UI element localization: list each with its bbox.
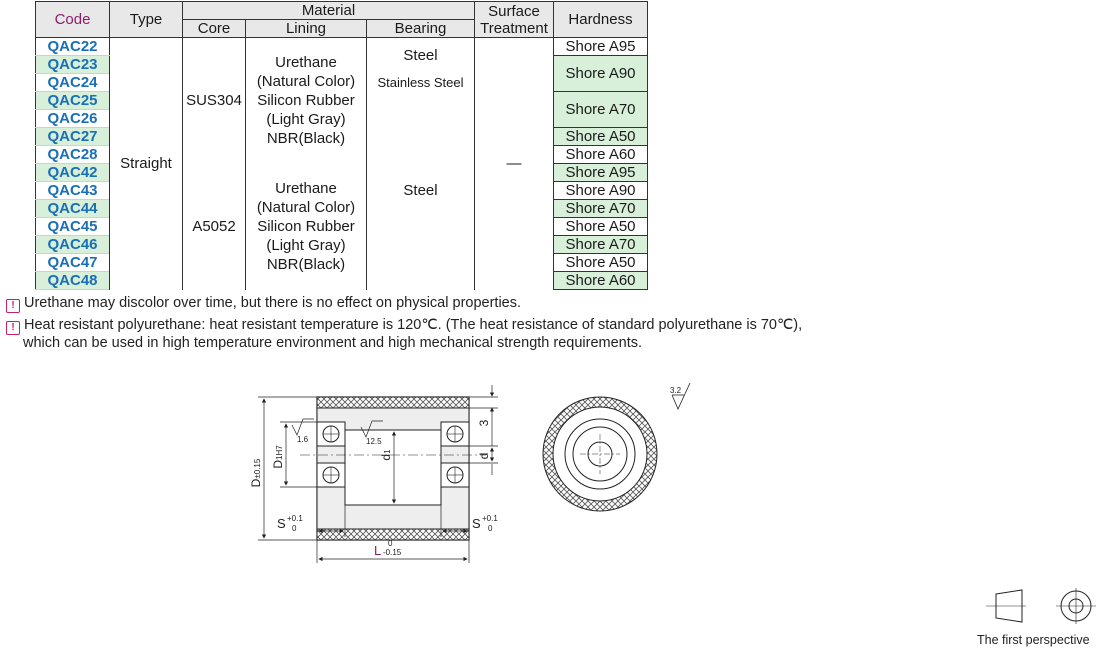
header-lining: Lining [246, 20, 367, 38]
spec-table [35, 1, 648, 290]
L-tol-low: -0.15 [383, 548, 402, 557]
lining-line: (Light Gray) [266, 111, 346, 129]
dim-d: d [477, 452, 491, 460]
code-cell: QAC25 [36, 92, 110, 110]
side-section-view [300, 397, 486, 540]
svg-text:D±0.15 [249, 458, 263, 487]
code-cell: QAC28 [36, 146, 110, 164]
perspective-label: The first perspective [977, 633, 1090, 647]
bearing-cell: Steel [367, 92, 475, 290]
warning-icon: ! [6, 321, 20, 335]
lining-cell [246, 164, 367, 290]
note-1-text: Urethane may discolor over time, but there is no effect on physical properties. [24, 295, 522, 311]
hardness-cell: Shore A50 [554, 128, 648, 146]
code-cell: QAC24 [36, 74, 110, 92]
S-left-tol-up: +0.1 [287, 514, 303, 523]
code-cell: QAC27 [36, 128, 110, 146]
hardness-cell: Shore A50 [554, 218, 648, 236]
header-type: Type [110, 2, 183, 38]
D1-label: D [271, 460, 285, 469]
hardness-cell: Shore A95 [554, 38, 648, 56]
roughness-symbol-general [670, 383, 690, 409]
D-label: D [249, 478, 263, 488]
core-cell: SUS304 [183, 38, 246, 164]
code-cell: QAC48 [36, 272, 110, 290]
header-code: Code [36, 2, 110, 38]
code-cell: QAC45 [36, 218, 110, 236]
lining-line: (Light Gray) [266, 237, 346, 254]
hardness-cell: Shore A90 [554, 56, 648, 92]
header-core: Core [183, 20, 246, 38]
hardness-cell: Shore A70 [554, 92, 648, 128]
roughness-3-2: 3.2 [670, 386, 682, 395]
roughness-1-6: 1.6 [297, 435, 309, 444]
S-left-tol-low: 0 [292, 524, 297, 533]
type-cell: Straight [110, 38, 183, 290]
end-view [543, 397, 657, 511]
note-2-cont-text: which can be used in high temperature environment and high mechanical strength requirements. [23, 335, 643, 351]
header-material: Material [183, 2, 475, 20]
dim-3: 3 [477, 419, 491, 427]
code-cell: QAC44 [36, 200, 110, 218]
header-surface-treatment [475, 2, 554, 38]
note-2-text: Heat resistant polyurethane: heat resistant temperature is 120℃. (The heat resistance of standard polyurethane is 70℃), [24, 317, 803, 333]
hardness-cell: Shore A60 [554, 272, 648, 290]
lining-line: Urethane [275, 54, 337, 72]
surface-treatment-cell: — [475, 38, 554, 290]
S-left-label: S [277, 516, 286, 531]
hardness-cell: Shore A95 [554, 164, 648, 182]
lining-line: Silicon Rubber [257, 218, 355, 235]
first-angle-projection-icon [982, 588, 1102, 628]
S-right-tol-up: +0.1 [482, 514, 498, 523]
d1-label: d [379, 453, 393, 461]
table-row [36, 38, 648, 56]
note-2-cont [23, 335, 642, 351]
bearing-cell: Stainless Steel [367, 74, 475, 92]
core-cell: A5052 [183, 164, 246, 290]
code-cell: QAC47 [36, 254, 110, 272]
warning-icon: ! [6, 299, 20, 313]
note-2 [6, 317, 802, 335]
L-label: L [374, 543, 382, 558]
code-cell: QAC22 [36, 38, 110, 56]
lining-line: NBR(Black) [266, 256, 346, 273]
code-cell: QAC46 [36, 236, 110, 254]
lining-cell [246, 38, 367, 164]
L-tol-up: 0 [388, 539, 393, 548]
hardness-cell: Shore A90 [554, 182, 648, 200]
D1-tolerance: 1H7 [275, 445, 284, 461]
code-cell: QAC43 [36, 182, 110, 200]
code-cell: QAC23 [36, 56, 110, 74]
header-hardness: Hardness [554, 2, 648, 38]
lining-line: Urethane [275, 180, 337, 197]
hardness-cell: Shore A50 [554, 254, 648, 272]
lining-line: NBR(Black) [266, 130, 346, 148]
svg-text:D1H7 [271, 445, 285, 469]
header-bearing: Bearing [367, 20, 475, 38]
roughness-12-5: 12.5 [366, 437, 382, 446]
header-surface: Surface [488, 2, 540, 20]
S-right-label: S [472, 516, 481, 531]
hardness-cell: Shore A70 [554, 200, 648, 218]
note-1 [6, 295, 521, 313]
hardness-cell: Shore A60 [554, 146, 648, 164]
lining-line: Silicon Rubber [257, 92, 355, 110]
bearing-cell: Steel [367, 38, 475, 74]
hardness-cell: Shore A70 [554, 236, 648, 254]
D-tolerance: ±0.15 [253, 458, 262, 479]
header-treatment: Treatment [480, 19, 548, 37]
table-body [36, 38, 648, 290]
lining-line: (Natural Color) [256, 199, 356, 216]
S-right-tol-low: 0 [488, 524, 493, 533]
technical-drawing [240, 375, 710, 570]
d1-subscript: 1 [383, 449, 392, 454]
code-cell: QAC42 [36, 164, 110, 182]
code-cell: QAC26 [36, 110, 110, 128]
lining-line: (Natural Color) [256, 73, 356, 91]
